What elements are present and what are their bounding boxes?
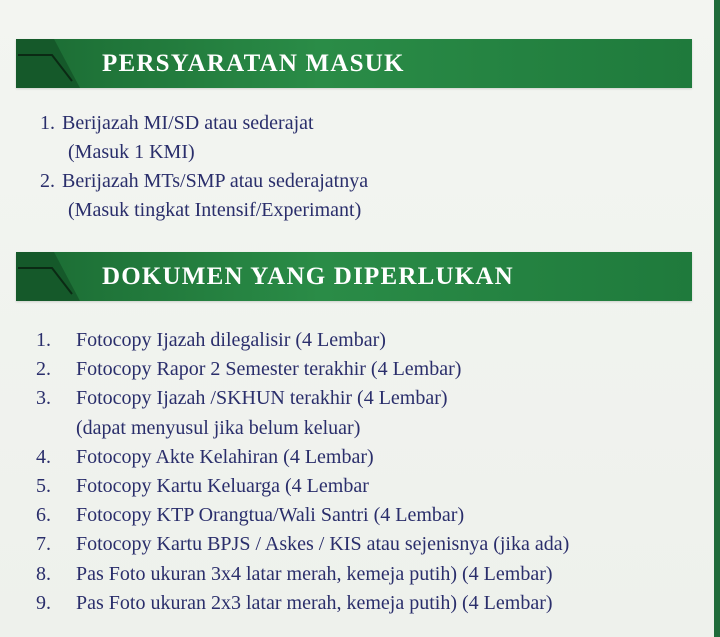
list-item: 2. Berijazah MTs/SMP atau sederajatnya — [40, 170, 369, 192]
list-item: 4. Fotocopy Akte Kelahiran (4 Lembar) — [36, 445, 374, 468]
list-item: 8. Pas Foto ukuran 3x4 latar merah, kemeja putih) (4 Lembar) — [36, 562, 553, 585]
list-item-note: (Masuk tingkat Intensif/Experimant) — [68, 199, 362, 221]
banner-tab-decoration — [16, 39, 86, 88]
section-title: DOKUMEN YANG DIPERLUKAN — [102, 263, 514, 290]
list-item: 6. Fotocopy KTP Orangtua/Wali Santri (4 Lembar) — [36, 504, 465, 527]
section-title: PERSYARATAN MASUK — [102, 50, 405, 77]
section-banner-persyaratan — [16, 39, 692, 88]
list-item: 2. Fotocopy Rapor 2 Semester terakhir (4 Lembar) — [36, 358, 462, 381]
documents-list — [36, 326, 569, 618]
list-item: 1. Berijazah MI/SD atau sederajat — [40, 112, 314, 134]
section-banner-dokumen — [16, 252, 692, 301]
banner-tab-decoration — [16, 252, 86, 301]
requirements-list — [40, 109, 368, 225]
list-item: 1. Fotocopy Ijazah dilegalisir (4 Lembar) — [36, 329, 386, 351]
list-item: 9. Pas Foto ukuran 2x3 latar merah, kemeja putih) (4 Lembar) — [36, 591, 553, 614]
list-item-note: (Masuk 1 KMI) — [68, 141, 195, 163]
list-item-note: (dapat menyusul jika belum keluar) — [76, 416, 361, 439]
list-item: 5. Fotocopy Kartu Keluarga (4 Lembar — [36, 475, 369, 498]
list-item: 3. Fotocopy Ijazah /SKHUN terakhir (4 Lembar) — [36, 387, 448, 410]
right-edge-stripe — [714, 0, 720, 637]
list-item: 7. Fotocopy Kartu BPJS / Askes / KIS atau sejenisnya (jika ada) — [36, 533, 570, 556]
